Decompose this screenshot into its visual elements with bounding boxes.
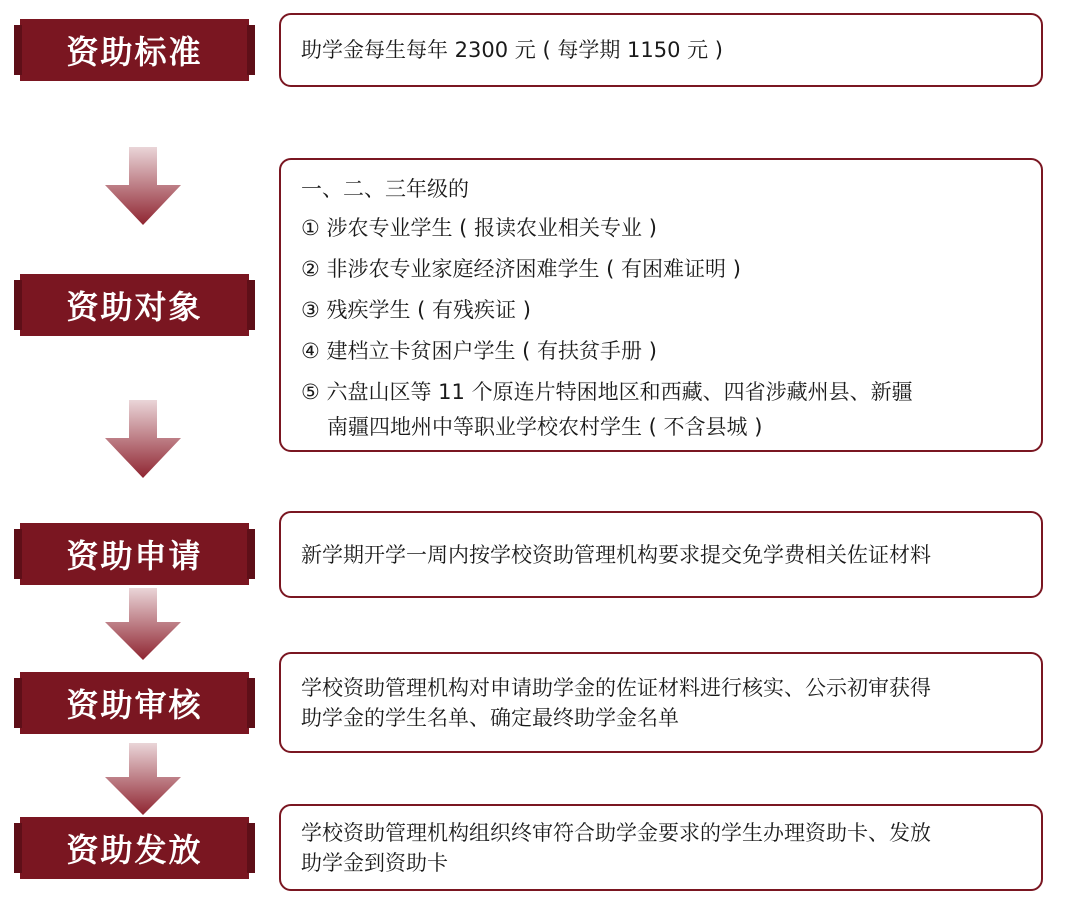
step-text: ④ 建档立卡贫困户学生 ( 有扶贫手册 ) xyxy=(301,339,657,363)
step-box-standard xyxy=(279,13,1043,87)
step-text: 一、二、三年级的 xyxy=(301,177,469,201)
step-text: 助学金到资助卡 xyxy=(301,850,448,875)
step-label-distribute: 资助发放 xyxy=(20,817,249,879)
step-text: 学校资助管理机构组织终审符合助学金要求的学生办理资助卡、发放 xyxy=(301,820,931,845)
step-text: ② 非涉农专业家庭经济困难学生 ( 有困难证明 ) xyxy=(301,257,741,281)
down-arrow-icon xyxy=(105,400,181,478)
step-label-apply: 资助申请 xyxy=(20,523,249,585)
step-label-review: 资助审核 xyxy=(20,672,249,734)
down-arrow-icon xyxy=(105,743,181,815)
step-text: 南疆四地州中等职业学校农村学生 ( 不含县城 ) xyxy=(327,415,763,439)
step-box-distribute xyxy=(279,804,1043,891)
down-arrow-icon xyxy=(105,588,181,660)
step-text: 助学金每生每年 2300 元 ( 每学期 1150 元 ) xyxy=(301,38,723,62)
step-text: 新学期开学一周内按学校资助管理机构要求提交免学费相关佐证材料 xyxy=(301,542,931,567)
step-text: 学校资助管理机构对申请助学金的佐证材料进行核实、公示初审获得 xyxy=(301,675,931,700)
step-text: 助学金的学生名单、确定最终助学金名单 xyxy=(301,705,679,730)
step-box-review xyxy=(279,652,1043,753)
step-box-apply xyxy=(279,511,1043,598)
step-label-standard: 资助标准 xyxy=(20,19,249,81)
down-arrow-icon xyxy=(105,147,181,225)
step-text: ③ 残疾学生 ( 有残疾证 ) xyxy=(301,298,531,322)
step-text: ⑤ 六盘山区等 11 个原连片特困地区和西藏、四省涉藏州县、新疆 xyxy=(301,380,913,404)
step-box-target xyxy=(279,158,1043,452)
step-text: ① 涉农专业学生 ( 报读农业相关专业 ) xyxy=(301,216,657,240)
step-label-target: 资助对象 xyxy=(20,274,249,336)
